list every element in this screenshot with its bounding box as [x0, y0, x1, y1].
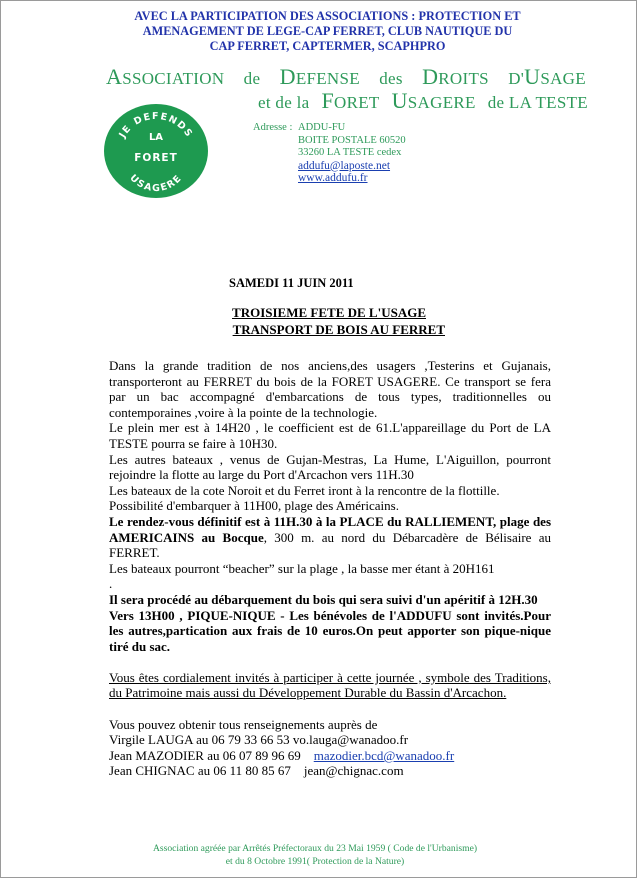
event-title-1: TROISIEME FETE DE L'USAGE: [232, 305, 426, 320]
address-label: Adresse :: [253, 122, 293, 133]
paragraph-unloading: Il sera procédé au débarquement du bois qui sera suivi d'un apéritif à 12H.30: [109, 591, 538, 607]
address-email-link[interactable]: addufu@laposte.net: [298, 159, 391, 172]
event-title-2: TRANSPORT DE BOIS AU FERRET: [232, 322, 445, 337]
footer-approval: [100, 843, 530, 868]
paragraph-noroit: Les bateaux de la cote Noroit et du Ferret iront à la rencontre de la flottille.: [109, 482, 500, 498]
address-name: ADDU-FU: [298, 122, 346, 133]
assoc-word-association: ASSOCIATION: [106, 64, 225, 89]
paragraph-meeting: Le rendez-vous définitif est à 11H.30 à la PLACE du RALLIEMENT, plage des AMERICAINS au Bocque, 300 m. au nord du Débarcadère de Bélisaire au FERRET.: [109, 513, 552, 561]
contact-row-lauga: Virgile LAUGA au 06 79 33 66 53 vo.lauga@wanadoo.fr: [109, 732, 409, 748]
association-logo: [103, 103, 209, 199]
assoc-word-de-la-teste: de LA TESTE: [487, 93, 588, 112]
paragraph-dot: .: [109, 576, 113, 592]
association-name-line-1: [106, 64, 586, 90]
assoc-word-de: de: [243, 69, 261, 88]
paragraph-embark: Possibilité d'embarquer à 11H00, plage des Américains.: [109, 498, 399, 514]
association-name-line-2: [258, 88, 588, 114]
event-description: [109, 358, 551, 779]
logo-text-je-defends: JE DEFENDS: [117, 110, 195, 140]
address-website-link[interactable]: www.addufu.fr: [298, 172, 368, 184]
logo-text-la: LA: [148, 132, 164, 143]
assoc-word-dusage: D'USAGE: [508, 64, 586, 89]
paragraph-tradition: Dans la grande tradition de nos anciens,des usagers ,Testerins et Gujanais, transporteront au FERRET du bois de la FORET USAGERE. Ce transport se fera par un bac accompagné d'embarcations de tous types, traditionnelles ou contemporaines ,voire à la pointe de la technologie.: [109, 358, 551, 420]
contact-email-mazodier[interactable]: mazodier.bcd@wanadoo.fr: [313, 747, 455, 763]
assoc-word-et-de-la: et de la: [258, 93, 310, 112]
assoc-word-foret: FORET: [321, 88, 380, 113]
contact-email-lauga[interactable]: vo.lauga@wanadoo.fr: [292, 732, 409, 748]
assoc-word-defense: DEFENSE: [279, 64, 360, 89]
contacts-intro: Vous pouvez obtenir tous renseignements auprès de: [109, 716, 378, 732]
contacts-block: [109, 717, 551, 779]
partners-line-1: AVEC LA PARTICIPATION DES ASSOCIATIONS : PROTECTION ET: [134, 9, 521, 23]
logo-text-foret: FORET: [134, 152, 178, 164]
event-date: SAMEDI 11 JUIN 2011: [229, 276, 354, 290]
assoc-word-usagere: USAGERE: [391, 88, 476, 113]
paragraph-other-boats: Les autres bateaux , venus de Gujan-Mestras, La Hume, L'Aiguillon, pourront rejoindre la flotte au large du Port d'Arcachon vers 11H.30: [109, 451, 551, 483]
paragraph-tide: Le plein mer est à 14H20 , le coefficient est de 61.L'appareillage du Port de LA TESTE pourra se faire à 10H30.: [109, 420, 551, 451]
assoc-word-des: des: [379, 69, 403, 88]
contact-row-mazodier: Jean MAZODIER au 06 07 89 96 69 mazodier.bcd@wanadoo.fr: [109, 747, 455, 763]
footer-line-1: Association agréée par Arrêtés Préfectoraux du 23 Mai 1959 ( Code de l'Urbanisme): [152, 843, 478, 854]
contact-row-chignac: Jean CHIGNAC au 06 11 80 85 67 jean@chignac.com: [109, 763, 404, 779]
paragraph-picnic: Vers 13H00 , PIQUE-NIQUE - Les bénévoles de l'ADDUFU sont invités.Pour les autres,partication aux frais de 10 euros.On peut apporter son pique-nique tiré du sac.: [109, 607, 551, 654]
contact-email-chignac[interactable]: jean@chignac.com: [303, 763, 404, 779]
footer-line-2: et du 8 Octobre 1991( Protection de la Nature): [225, 855, 405, 867]
logo-text-usagere: USAGERE: [127, 172, 185, 195]
spacer: [109, 654, 551, 670]
address-box: BOITE POSTALE 60520: [298, 134, 406, 146]
partners-line-2: AMENAGEMENT DE LEGE-CAP FERRET, CLUB NAUTIQUE DU: [142, 24, 513, 38]
address-city: 33260 LA TESTE cedex: [298, 147, 402, 158]
assoc-word-droits: DROITS: [422, 64, 489, 89]
spacer: [109, 701, 551, 717]
partners-line-3: CAP FERRET, CAPTERMER, SCAPHPRO: [209, 39, 446, 53]
paragraph-beacher: Les bateaux pourront “beacher” sur la plage , la basse mer étant à 20H161: [109, 560, 495, 576]
paragraph-invitation: Vous êtes cordialement invités à participer à cette journée , symbole des Traditions, du Patrimoine mais aussi du Développement Durable du Bassin d'Arcachon.: [109, 669, 551, 701]
partners-header: [105, 9, 550, 54]
